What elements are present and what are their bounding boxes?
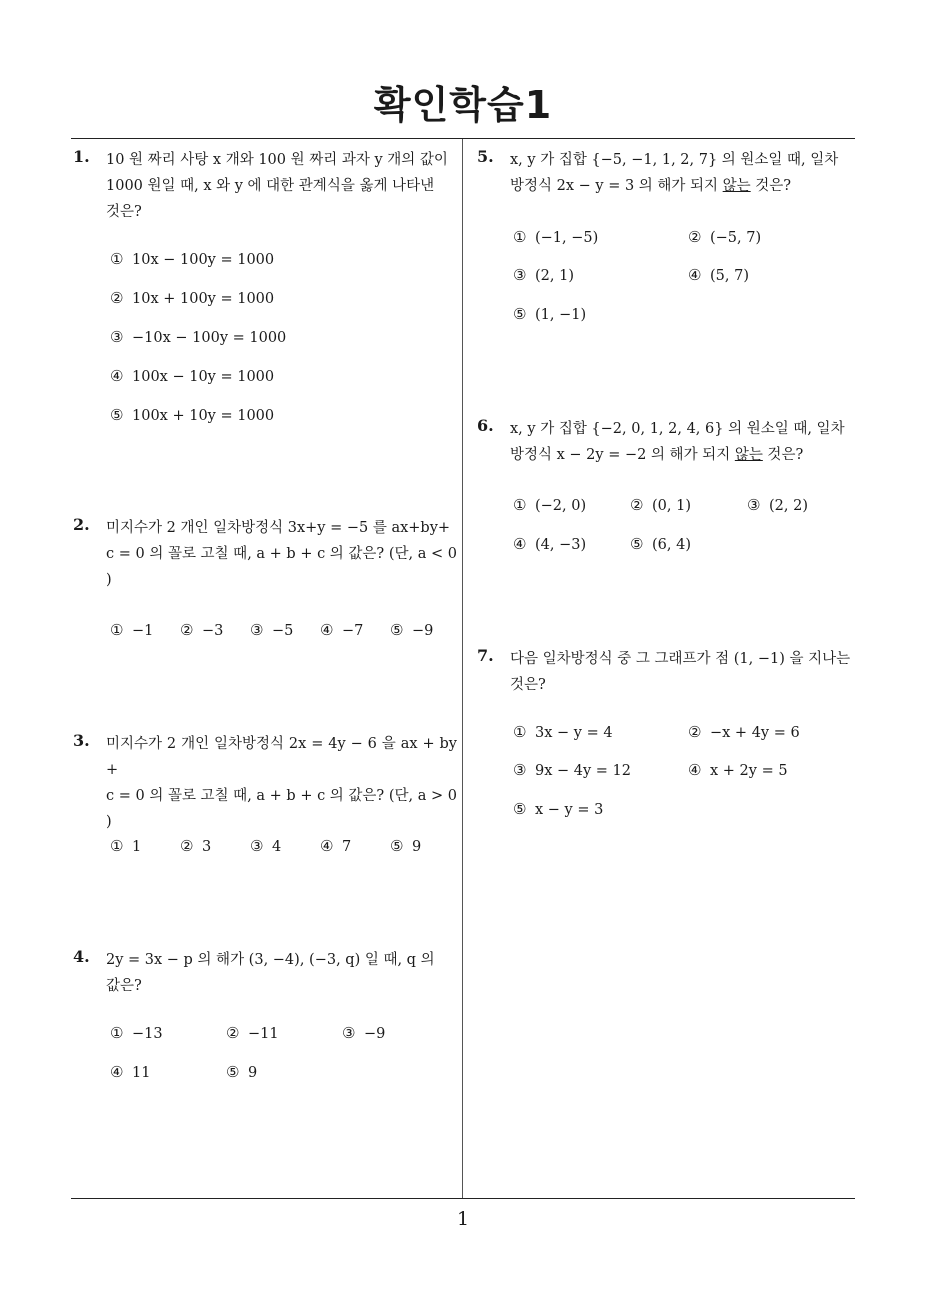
- choice-5[interactable]: [226, 1063, 257, 1081]
- problem-text: [510, 416, 859, 468]
- choice-mark: ⑤: [390, 621, 404, 639]
- choice-1[interactable]: [110, 250, 274, 268]
- choice-text: −1: [132, 623, 154, 639]
- choice-text: 1: [132, 839, 142, 855]
- choice-mark: ③: [513, 266, 527, 284]
- problem-line-part: 것은?: [750, 178, 792, 194]
- choice-text: (2, 2): [769, 498, 808, 514]
- choice-text: −9: [412, 623, 434, 639]
- choice-text: 3x − y = 4: [535, 725, 613, 741]
- problem-line: x, y 가 집합 {−2, 0, 1, 2, 4, 6} 의 원소일 때, 일차: [510, 421, 845, 437]
- choice-mark: ②: [180, 621, 194, 639]
- problem-line: 2y = 3x − p 의 해가 (3, −4), (−3, q) 일 때, q 의: [106, 952, 435, 968]
- choice-text: 7: [342, 839, 352, 855]
- choice-mark: ②: [110, 289, 124, 307]
- choice-mark: ①: [110, 1024, 124, 1042]
- choice-text: 11: [132, 1065, 151, 1081]
- choice-text: −5: [272, 623, 294, 639]
- choice-5[interactable]: [390, 621, 433, 639]
- choice-mark: ⑤: [390, 837, 404, 855]
- choice-mark: ④: [513, 535, 527, 553]
- choice-mark: ①: [110, 837, 124, 855]
- choice-4[interactable]: [688, 266, 749, 284]
- choice-mark: ③: [747, 496, 761, 514]
- choice-mark: ②: [630, 496, 644, 514]
- problem-line: 것은?: [106, 204, 142, 220]
- problem-line: 것은?: [510, 677, 546, 693]
- choice-mark: ①: [513, 496, 527, 514]
- choice-mark: ④: [110, 1063, 124, 1081]
- choice-text: 100x + 10y = 1000: [132, 408, 275, 424]
- problem-text: [510, 147, 859, 199]
- choice-2[interactable]: [110, 289, 274, 307]
- footer-rule: [71, 1198, 855, 1199]
- problem-number: 7.: [477, 646, 494, 665]
- choice-mark: ⑤: [513, 800, 527, 818]
- choice-text: (5, 7): [710, 268, 749, 284]
- problem-number: 3.: [73, 731, 90, 750]
- choice-5[interactable]: [630, 535, 691, 553]
- problem-text: [106, 947, 457, 999]
- choice-3[interactable]: [250, 621, 293, 639]
- problem-text: [106, 731, 457, 835]
- choice-4[interactable]: [110, 1063, 150, 1081]
- choice-mark: ③: [342, 1024, 356, 1042]
- choice-1[interactable]: [110, 837, 141, 855]
- choice-mark: ⑤: [630, 535, 644, 553]
- choice-5[interactable]: [110, 406, 274, 424]
- choice-text: −7: [342, 623, 364, 639]
- problem-number: 1.: [73, 147, 90, 166]
- choice-text: (−1, −5): [535, 230, 599, 246]
- choice-text: −11: [248, 1026, 279, 1042]
- choice-mark: ④: [110, 367, 124, 385]
- choice-3[interactable]: [110, 328, 286, 346]
- problem-line: ): [106, 814, 112, 830]
- column-divider: [462, 139, 463, 1199]
- choice-1[interactable]: [110, 621, 153, 639]
- problem-text: [106, 515, 457, 593]
- problem-line: c = 0 의 꼴로 고칠 때, a + b + c 의 값은? (단, a < 0: [106, 546, 457, 562]
- problem-line: x, y 가 집합 {−5, −1, 1, 2, 7} 의 원소일 때, 일차: [510, 152, 839, 168]
- choice-5[interactable]: [513, 305, 586, 323]
- choice-text: x − y = 3: [535, 802, 604, 818]
- choice-text: 10x + 100y = 1000: [132, 291, 275, 307]
- choice-4[interactable]: [320, 837, 351, 855]
- choice-text: (6, 4): [652, 537, 691, 553]
- choice-3[interactable]: [342, 1024, 385, 1042]
- choice-text: (0, 1): [652, 498, 691, 514]
- choice-text: −10x − 100y = 1000: [132, 330, 287, 346]
- problem-line: 다음 일차방정식 중 그 그래프가 점 (1, −1) 을 지나는: [510, 651, 851, 667]
- problem-line: 1000 원일 때, x 와 y 에 대한 관계식을 옳게 나타낸: [106, 178, 435, 194]
- choice-text: (−2, 0): [535, 498, 587, 514]
- choice-3[interactable]: [513, 761, 631, 779]
- choice-2[interactable]: [226, 1024, 279, 1042]
- choice-mark: ③: [250, 837, 264, 855]
- choice-mark: ③: [250, 621, 264, 639]
- problem-line: c = 0 의 꼴로 고칠 때, a + b + c 의 값은? (단, a > 0: [106, 788, 457, 804]
- choice-text: 10x − 100y = 1000: [132, 252, 275, 268]
- choice-5[interactable]: [390, 837, 421, 855]
- choice-text: 100x − 10y = 1000: [132, 369, 275, 385]
- choice-text: −3: [202, 623, 224, 639]
- choice-mark: ④: [688, 266, 702, 284]
- choice-mark: ②: [226, 1024, 240, 1042]
- problem-number: 2.: [73, 515, 90, 534]
- choice-text: x + 2y = 5: [710, 763, 788, 779]
- choice-text: 9x − 4y = 12: [535, 763, 632, 779]
- problem-line-part: 방정식 2x − y = 3 의 해가 되지: [510, 178, 723, 194]
- choice-1[interactable]: [110, 1024, 163, 1042]
- problem-line: 10 원 짜리 사탕 x 개와 100 원 짜리 과자 y 개의 값이: [106, 152, 448, 168]
- choice-mark: ①: [513, 228, 527, 246]
- problem-text: [106, 147, 457, 225]
- emphasis-not: 않는: [722, 178, 751, 194]
- choice-text: (4, −3): [535, 537, 587, 553]
- choice-2[interactable]: [630, 496, 691, 514]
- problem-line: 미지수가 2 개인 일차방정식 3x+y = −5 를 ax+by+: [106, 520, 451, 536]
- problem-line: [510, 173, 859, 199]
- choice-4[interactable]: [110, 367, 274, 385]
- problem-line: [510, 442, 859, 468]
- choice-2[interactable]: [688, 723, 800, 741]
- choice-text: (−5, 7): [710, 230, 762, 246]
- problem-line: ): [106, 572, 112, 588]
- choice-text: 4: [272, 839, 282, 855]
- choice-1[interactable]: [513, 228, 598, 246]
- problem-number: 4.: [73, 947, 90, 966]
- choice-3[interactable]: [250, 837, 281, 855]
- problem-text: [510, 646, 859, 698]
- choice-mark: ②: [688, 723, 702, 741]
- choice-2[interactable]: [688, 228, 761, 246]
- choice-1[interactable]: [513, 496, 586, 514]
- choice-text: 9: [248, 1065, 258, 1081]
- choice-2[interactable]: [180, 837, 211, 855]
- choice-text: −9: [364, 1026, 386, 1042]
- choice-mark: ④: [320, 621, 334, 639]
- choice-4[interactable]: [513, 535, 586, 553]
- choice-text: 3: [202, 839, 212, 855]
- choice-mark: ④: [688, 761, 702, 779]
- page-title: 확인학습1: [373, 83, 553, 127]
- choice-5[interactable]: [513, 800, 603, 818]
- choice-mark: ③: [110, 328, 124, 346]
- problem-line: 미지수가 2 개인 일차방정식 2x = 4y − 6 을 ax + by +: [106, 736, 457, 778]
- emphasis-not: 않는: [734, 447, 763, 463]
- header-rule: [71, 138, 855, 139]
- choice-mark: ②: [688, 228, 702, 246]
- choice-4[interactable]: [320, 621, 363, 639]
- problem-number: 5.: [477, 147, 494, 166]
- choice-mark: ③: [513, 761, 527, 779]
- choice-mark: ①: [110, 250, 124, 268]
- problem-line: 값은?: [106, 978, 142, 994]
- choice-text: −x + 4y = 6: [710, 725, 800, 741]
- choice-mark: ④: [320, 837, 334, 855]
- problem-line-part: 방정식 x − 2y = −2 의 해가 되지: [510, 447, 735, 463]
- choice-text: (2, 1): [535, 268, 574, 284]
- problem-number: 6.: [477, 416, 494, 435]
- choice-mark: ⑤: [110, 406, 124, 424]
- problem-line-part: 것은?: [762, 447, 804, 463]
- choice-mark: ①: [110, 621, 124, 639]
- choice-1[interactable]: [513, 723, 613, 741]
- choice-mark: ⑤: [226, 1063, 240, 1081]
- choice-mark: ②: [180, 837, 194, 855]
- choice-3[interactable]: [513, 266, 574, 284]
- choice-2[interactable]: [180, 621, 223, 639]
- choice-mark: ⑤: [513, 305, 527, 323]
- choice-4[interactable]: [688, 761, 788, 779]
- choice-mark: ①: [513, 723, 527, 741]
- choice-text: (1, −1): [535, 307, 587, 323]
- page-number: 1: [456, 1208, 470, 1230]
- choice-text: −13: [132, 1026, 163, 1042]
- choice-text: 9: [412, 839, 422, 855]
- choice-3[interactable]: [747, 496, 808, 514]
